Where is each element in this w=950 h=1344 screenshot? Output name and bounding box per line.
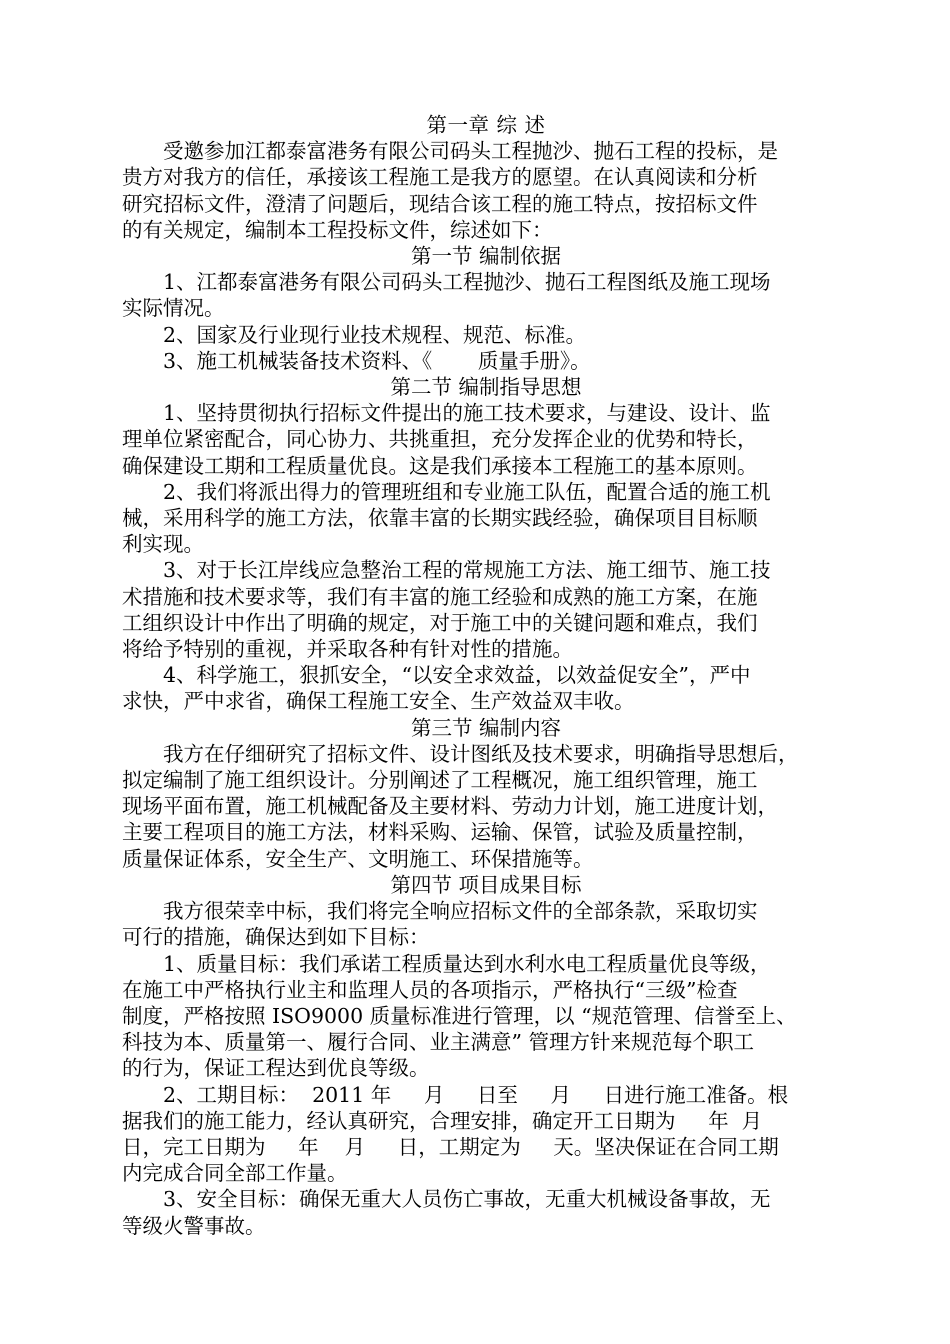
text-line: 制度，严格按照 ISO9000 质量标准进行管理，以 “规范管理、信誉至上、 <box>122 1003 797 1028</box>
section-title: 第二节 编制指导思想 <box>390 375 582 400</box>
text-line: 4、科学施工，狠抓安全，“以安全求效益，以效益促安全”，严中 <box>163 663 751 688</box>
text-line: 拟定编制了施工组织设计。分别阐述了工程概况，施工组织管理，施工 <box>122 768 758 793</box>
text-line: 等级火警事故。 <box>122 1213 266 1238</box>
text-line: 2、我们将派出得力的管理班组和专业施工队伍，配置合适的施工机 <box>163 479 771 504</box>
text-line: 1、质量目标：我们承诺工程质量达到水利水电工程质量优良等级， <box>163 951 771 976</box>
text-line: 质量保证体系，安全生产、文明施工、环保措施等。 <box>122 846 594 871</box>
text-line: 1、坚持贯彻执行招标文件提出的施工技术要求，与建设、设计、监 <box>163 401 771 426</box>
text-line: 的行为，保证工程达到优良等级。 <box>122 1056 430 1081</box>
text-line: 3、对于长江岸线应急整治工程的常规施工方法、施工细节、施工技 <box>163 558 771 583</box>
list-item <box>122 479 850 558</box>
text-line: 我方很荣幸中标，我们将完全响应招标文件的全部条款，采取切实 <box>163 899 758 924</box>
text-line: 在施工中严格执行业主和监理人员的各项指示，严格执行“三级”检查 <box>122 977 738 1002</box>
paragraph <box>122 741 850 872</box>
list-item <box>122 400 850 479</box>
chapter-title: 第一章 综 述 <box>426 113 546 137</box>
section-title: 第三节 编制内容 <box>410 715 562 740</box>
text-line: 主要工程项目的施工方法，材料采购、运输、保管，试验及质量控制， <box>122 820 758 845</box>
list-item <box>122 322 850 348</box>
text-line: 理单位紧密配合，同心协力、共挑重担，充分发挥企业的优势和特长， <box>122 427 758 452</box>
text-line: 利实现。 <box>122 532 204 557</box>
list-item <box>122 348 850 374</box>
intro-paragraph <box>122 138 850 243</box>
list-item <box>122 269 850 321</box>
text-line: 将给予特别的重视，并采取各种有针对性的措施。 <box>122 637 573 662</box>
text-line: 可行的措施，确保达到如下目标： <box>122 925 430 950</box>
text-line: 内完成合同全部工作量。 <box>122 1161 348 1186</box>
text-line: 据我们的施工能力，经认真研究，合理安排，确定开工日期为 年 月 <box>122 1108 763 1133</box>
text-line: 求快，严中求省，确保工程施工安全、生产效益双丰收。 <box>122 689 635 714</box>
text-line: 2、工期目标： 2011 年 月 日至 月 日进行施工准备。根 <box>163 1082 789 1107</box>
list-item <box>122 662 850 714</box>
text-line: 日，完工日期为 年 月 日，工期定为 天。坚决保证在合同工期 <box>122 1134 779 1159</box>
document-page <box>122 112 850 1239</box>
text-line: 3、施工机械装备技术资料、《 质量手册》。 <box>163 348 591 373</box>
text-line: 我方在仔细研究了招标文件、设计图纸及技术要求，明确指导思想后， <box>163 741 799 766</box>
text-line: 受邀参加江都泰富港务有限公司码头工程抛沙、抛石工程的投标，是 <box>163 139 778 164</box>
text-line: 贵方对我方的信任，承接该工程施工是我方的愿望。在认真阅读和分析 <box>122 165 758 190</box>
text-line: 的有关规定，编制本工程投标文件，综述如下： <box>122 217 553 242</box>
text-line: 工组织设计中作出了明确的规定，对于施工中的关键问题和难点，我们 <box>122 610 758 635</box>
text-line: 研究招标文件，澄清了问题后，现结合该工程的施工特点，按招标文件 <box>122 191 758 216</box>
text-line: 术措施和技术要求等，我们有丰富的施工经验和成熟的施工方案，在施 <box>122 584 758 609</box>
text-line: 3、安全目标：确保无重大人员伤亡事故，无重大机械设备事故，无 <box>163 1187 771 1212</box>
list-item <box>122 1082 850 1187</box>
text-line: 械，采用科学的施工方法，依靠丰富的长期实践经验，确保项目目标顺 <box>122 506 758 531</box>
text-line: 2、国家及行业现行业技术规程、规范、标准。 <box>163 322 587 347</box>
list-item <box>122 1186 850 1238</box>
section-title: 第四节 项目成果目标 <box>390 872 582 897</box>
section-title: 第一节 编制依据 <box>410 244 562 269</box>
text-line: 科技为本、质量第一、履行合同、业主满意” 管理方针来规范每个职工 <box>122 1030 754 1055</box>
text-line: 确保建设工期和工程质量优良。这是我们承接本工程施工的基本原则。 <box>122 453 758 478</box>
list-item <box>122 557 850 662</box>
text-line: 1、江都泰富港务有限公司码头工程抛沙、抛石工程图纸及施工现场 <box>163 270 771 295</box>
text-line: 实际情况。 <box>122 296 225 321</box>
list-item <box>122 951 850 1082</box>
paragraph <box>122 898 850 950</box>
text-line: 现场平面布置，施工机械配备及主要材料、劳动力计划，施工进度计划， <box>122 794 778 819</box>
